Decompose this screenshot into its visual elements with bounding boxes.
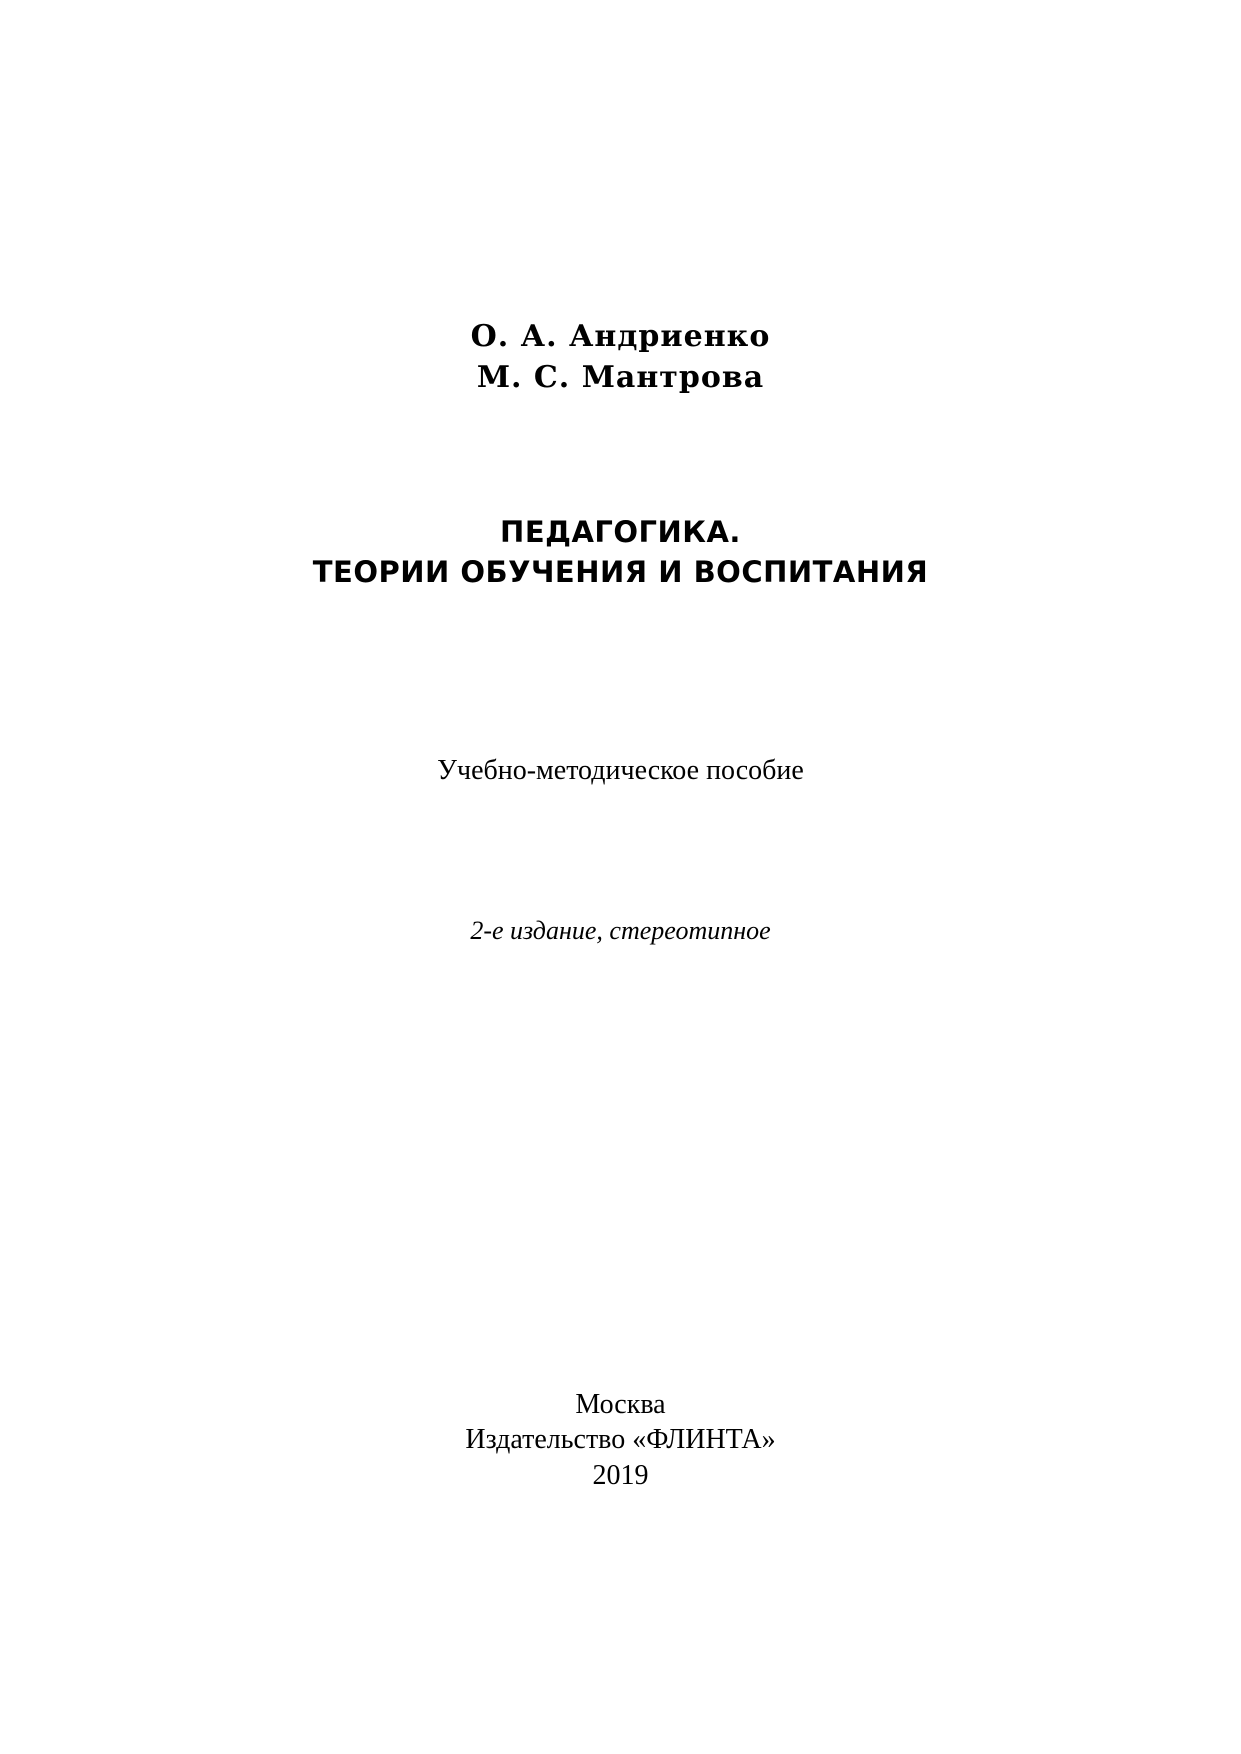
author-2: М. С. Мантрова xyxy=(476,360,765,395)
edition-note: 2-е издание, стереотипное xyxy=(470,916,771,945)
imprint-publisher: Издательство «ФЛИНТА» xyxy=(465,1424,776,1455)
imprint-city: Москва xyxy=(575,1389,666,1420)
imprint-year: 2019 xyxy=(592,1460,649,1491)
author-1: О. А. Андриенко xyxy=(470,319,771,354)
book-subtitle: Учебно-методическое пособие xyxy=(437,755,804,786)
book-title-line-1: ПЕДАГОГИКА. xyxy=(500,515,741,549)
book-title-line-2: ТЕОРИИ ОБУЧЕНИЯ И ВОСПИТАНИЯ xyxy=(312,555,929,589)
